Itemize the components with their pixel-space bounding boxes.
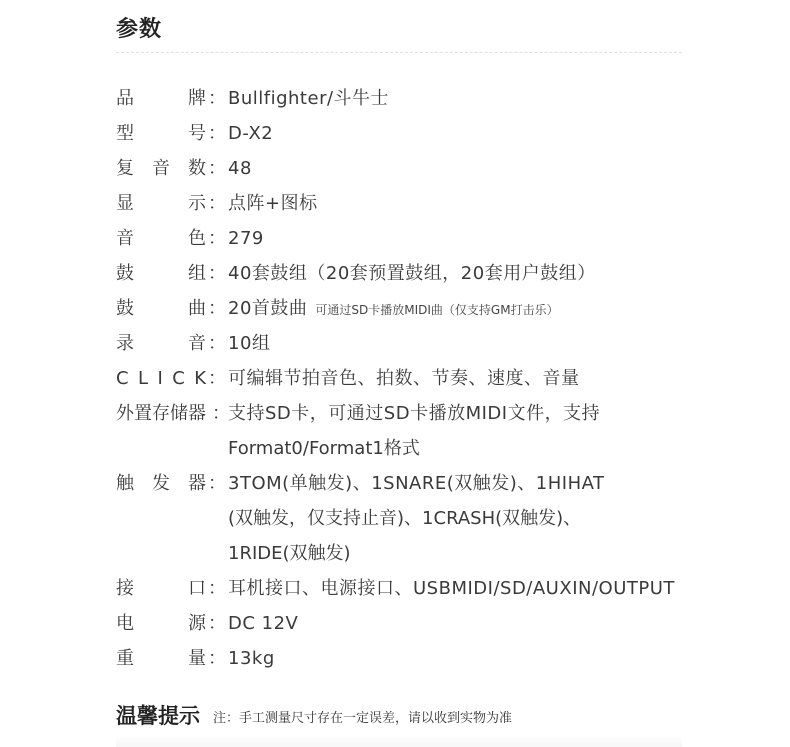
spec-label [116, 291, 206, 326]
spec-value-text: 可编辑节拍音色、拍数、节奏、速度、音量 [228, 368, 580, 389]
spec-label-char: 音 [188, 333, 206, 354]
spec-label-char: 触 [116, 473, 134, 494]
spec-value [228, 221, 264, 256]
spec-value-continued: (双触发，仅支持止音)、1CRASH(双触发)、 [228, 508, 582, 529]
notice-text: 注：手工测量尺寸存在一定误差，请以收到实物为准 [213, 711, 513, 726]
spec-value [228, 256, 596, 291]
spec-label-char: 型 [116, 123, 134, 144]
spec-label-char: 口 [188, 578, 206, 599]
spec-label-char: I [157, 368, 163, 389]
spec-value-text: 10组 [228, 333, 271, 354]
spec-value [228, 186, 318, 221]
spec-value-text: DC 12V [228, 613, 299, 634]
spec-label-char: K [194, 368, 206, 389]
spec-label-char: 鼓 [116, 263, 134, 284]
spec-label-char: 数 [188, 158, 206, 179]
spec-label [116, 571, 206, 606]
spec-value-text: 13kg [228, 648, 275, 669]
spec-label [116, 81, 206, 116]
spec-colon: ： [208, 193, 226, 214]
spec-label-char: 示 [188, 193, 206, 214]
spec-colon: ： [208, 368, 226, 389]
spec-label-char: 重 [116, 648, 134, 669]
bottom-divider [116, 735, 682, 747]
spec-value [228, 641, 275, 676]
spec-label-char: C [116, 368, 129, 389]
spec-label [116, 186, 206, 221]
spec-label [116, 361, 206, 396]
spec-label-char: 器 [188, 473, 206, 494]
spec-label-char: 号 [188, 123, 206, 144]
spec-value-text: 40套鼓组（20套预置鼓组，20套用户鼓组） [228, 263, 596, 284]
spec-value [228, 571, 675, 606]
spec-label-char: L [138, 368, 149, 389]
spec-label-char: 量 [188, 648, 206, 669]
spec-label [116, 641, 206, 676]
spec-colon: ： [212, 403, 230, 424]
spec-value [228, 396, 600, 431]
spec-colon: ： [208, 88, 226, 109]
spec-value-text: 3TOM(单触发)、1SNARE(双触发)、1HIHAT [228, 473, 605, 494]
spec-note: 可通过SD卡播放MIDI曲（仅支持GM打击乐） [315, 303, 559, 317]
spec-value-text: 点阵+图标 [228, 193, 318, 214]
spec-label-char: 音 [152, 158, 170, 179]
spec-label-char: 录 [116, 333, 134, 354]
spec-value-text: 支持SD卡，可通过SD卡播放MIDI文件，支持 [228, 403, 601, 424]
spec-value-text: 耳机接口、电源接口、USBMIDI/SD/AUXIN/OUTPUT [228, 578, 675, 599]
spec-colon: ： [208, 473, 226, 494]
spec-value [228, 81, 389, 116]
spec-colon: ： [208, 158, 226, 179]
spec-label-char: 接 [116, 578, 134, 599]
section-title: 参数 [116, 17, 163, 42]
spec-label-char: 色 [188, 228, 206, 249]
spec-value-continued: Format0/Format1格式 [228, 438, 420, 459]
spec-value [228, 151, 252, 186]
spec-value-text: Bullfighter/斗牛士 [228, 88, 390, 109]
spec-value-text: 48 [228, 158, 252, 179]
notice-title: 温馨提示 [116, 704, 200, 728]
spec-label [116, 466, 206, 501]
spec-label [116, 396, 212, 431]
spec-label [116, 151, 206, 186]
spec-colon: ： [208, 333, 226, 354]
spec-label-char: 品 [116, 88, 134, 109]
spec-value [228, 291, 559, 328]
spec-label-char: 显 [116, 193, 134, 214]
spec-colon: ： [208, 228, 226, 249]
spec-colon: ： [208, 613, 226, 634]
spec-label-char: 音 [116, 228, 134, 249]
spec-value [228, 361, 580, 396]
spec-colon: ： [208, 578, 226, 599]
spec-label [116, 221, 206, 256]
spec-label-char: 复 [116, 158, 134, 179]
spec-label [116, 116, 206, 151]
spec-colon: ： [208, 263, 226, 284]
spec-label [116, 326, 206, 361]
spec-label-char: 曲 [188, 298, 206, 319]
spec-value-text: D-X2 [228, 123, 274, 144]
spec-value-text: 279 [228, 228, 264, 249]
spec-label [116, 256, 206, 291]
spec-label-char: 牌 [188, 88, 206, 109]
spec-value [228, 466, 605, 501]
spec-colon: ： [208, 298, 226, 319]
spec-label-char: 外置存储器 [116, 403, 206, 424]
spec-label-char: 电 [116, 613, 134, 634]
spec-label-char: 组 [188, 263, 206, 284]
divider [116, 52, 682, 53]
spec-label [116, 606, 206, 641]
spec-colon: ： [208, 648, 226, 669]
spec-label-char: 源 [188, 613, 206, 634]
spec-value-continued: 1RIDE(双触发) [228, 543, 351, 564]
spec-value [228, 116, 273, 151]
spec-label-char: C [172, 368, 185, 389]
spec-value [228, 326, 270, 361]
spec-label-char: 发 [152, 473, 170, 494]
spec-colon: ： [208, 123, 226, 144]
spec-value [228, 606, 298, 641]
spec-value-text: 20首鼓曲 [228, 298, 308, 319]
spec-label-char: 鼓 [116, 298, 134, 319]
